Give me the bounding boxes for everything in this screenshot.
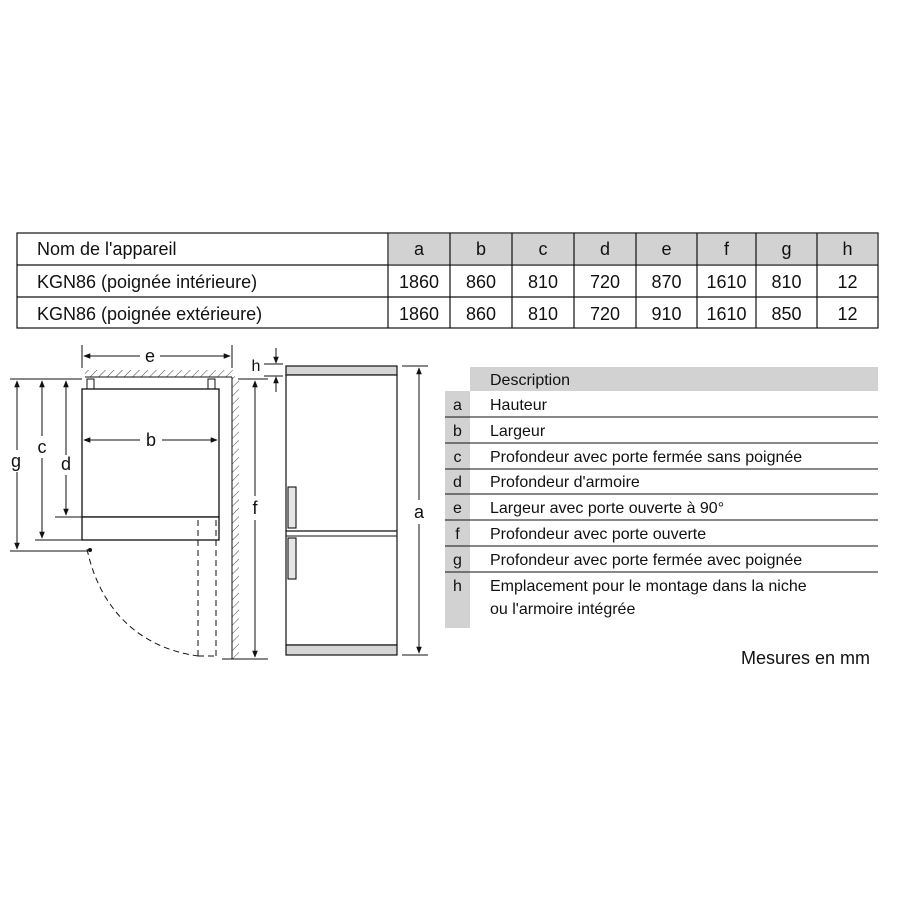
table-header-f: f — [723, 239, 730, 259]
spec-table — [0, 0, 900, 340]
appliance-base-panel — [286, 645, 397, 655]
table-row-1-a: 1860 — [398, 272, 440, 292]
legend-text-g: Profondeur avec porte fermée avec poignée — [490, 552, 803, 569]
legend-text-f: Profondeur avec porte ouverte — [490, 526, 707, 543]
appliance-top-panel — [286, 366, 397, 375]
table-row-1-name: KGN86 (poignée intérieure) — [37, 272, 258, 292]
table-header-c: c — [538, 239, 548, 259]
dimension-label-h: h — [251, 358, 261, 375]
table-row-2-a: 1860 — [398, 304, 440, 324]
appliance-body-side — [286, 375, 397, 645]
table-header-e: e — [661, 239, 672, 259]
legend-text-b: Largeur — [490, 423, 546, 440]
legend-table — [440, 360, 885, 635]
legend-key-h: h — [453, 578, 462, 595]
table-row-1-h: 12 — [837, 272, 858, 292]
table-row-1-f: 1610 — [706, 272, 747, 292]
appliance-body-top — [82, 389, 219, 517]
table-row-2-f: 1610 — [706, 304, 747, 324]
table-row-1-e: 870 — [651, 272, 682, 292]
legend-header: Description — [490, 372, 571, 389]
legend-text-e: Largeur avec porte ouverte à 90° — [490, 500, 725, 517]
legend-text-h-line2: ou l'armoire intégrée — [490, 601, 636, 618]
legend-key-d: d — [453, 474, 462, 491]
dimension-label-d: d — [60, 454, 72, 474]
table-row-1-g: 810 — [771, 272, 802, 292]
table-header-b: b — [475, 239, 487, 259]
table-row-2-g: 850 — [771, 304, 802, 324]
legend-key-e: e — [453, 500, 462, 517]
table-header-name: Nom de l'appareil — [37, 239, 177, 259]
table-row-2-d: 720 — [589, 304, 621, 324]
legend-text-d: Profondeur d'armoire — [490, 474, 640, 491]
table-row-1-c: 810 — [527, 272, 559, 292]
dimension-label-e: e — [144, 346, 156, 366]
legend-key-b: b — [453, 423, 462, 440]
table-row-2-e: 910 — [651, 304, 682, 324]
back-wall-hatch — [85, 370, 235, 377]
legend-key-c: c — [453, 449, 462, 466]
units-note: Mesures en mm — [741, 648, 871, 668]
table-header-a: a — [413, 239, 425, 259]
door-swing-arc — [87, 549, 198, 656]
legend-key-a: a — [453, 397, 462, 414]
table-header-h: h — [842, 239, 853, 259]
dimension-label-a: a — [413, 502, 425, 522]
table-row-2-c: 810 — [527, 304, 559, 324]
side-view-drawing — [250, 340, 440, 670]
lower-door-handle — [288, 538, 296, 579]
table-row-1-d: 720 — [589, 272, 621, 292]
dimension-label-g: g — [10, 451, 22, 471]
table-row-2-name: KGN86 (poignée extérieure) — [37, 304, 263, 324]
dimension-label-c: c — [37, 437, 47, 457]
legend-key-f: f — [455, 526, 460, 543]
legend-text-c: Profondeur avec porte fermée sans poignée — [490, 449, 803, 466]
legend-text-h: Emplacement pour le montage dans la niche — [490, 578, 807, 595]
table-row-2-h: 12 — [837, 304, 858, 324]
legend-text-a: Hauteur — [490, 397, 547, 414]
upper-door-handle — [288, 487, 296, 528]
top-view-drawing — [0, 340, 280, 680]
table-row-2-b: 860 — [465, 304, 497, 324]
table-header-g: g — [781, 239, 792, 259]
dimension-label-f: f — [252, 498, 258, 518]
dimension-label-b: b — [145, 430, 157, 450]
legend-key-g: g — [453, 552, 462, 569]
side-wall-hatch — [232, 377, 239, 659]
table-header-d: d — [599, 239, 611, 259]
table-row-1-b: 860 — [465, 272, 497, 292]
